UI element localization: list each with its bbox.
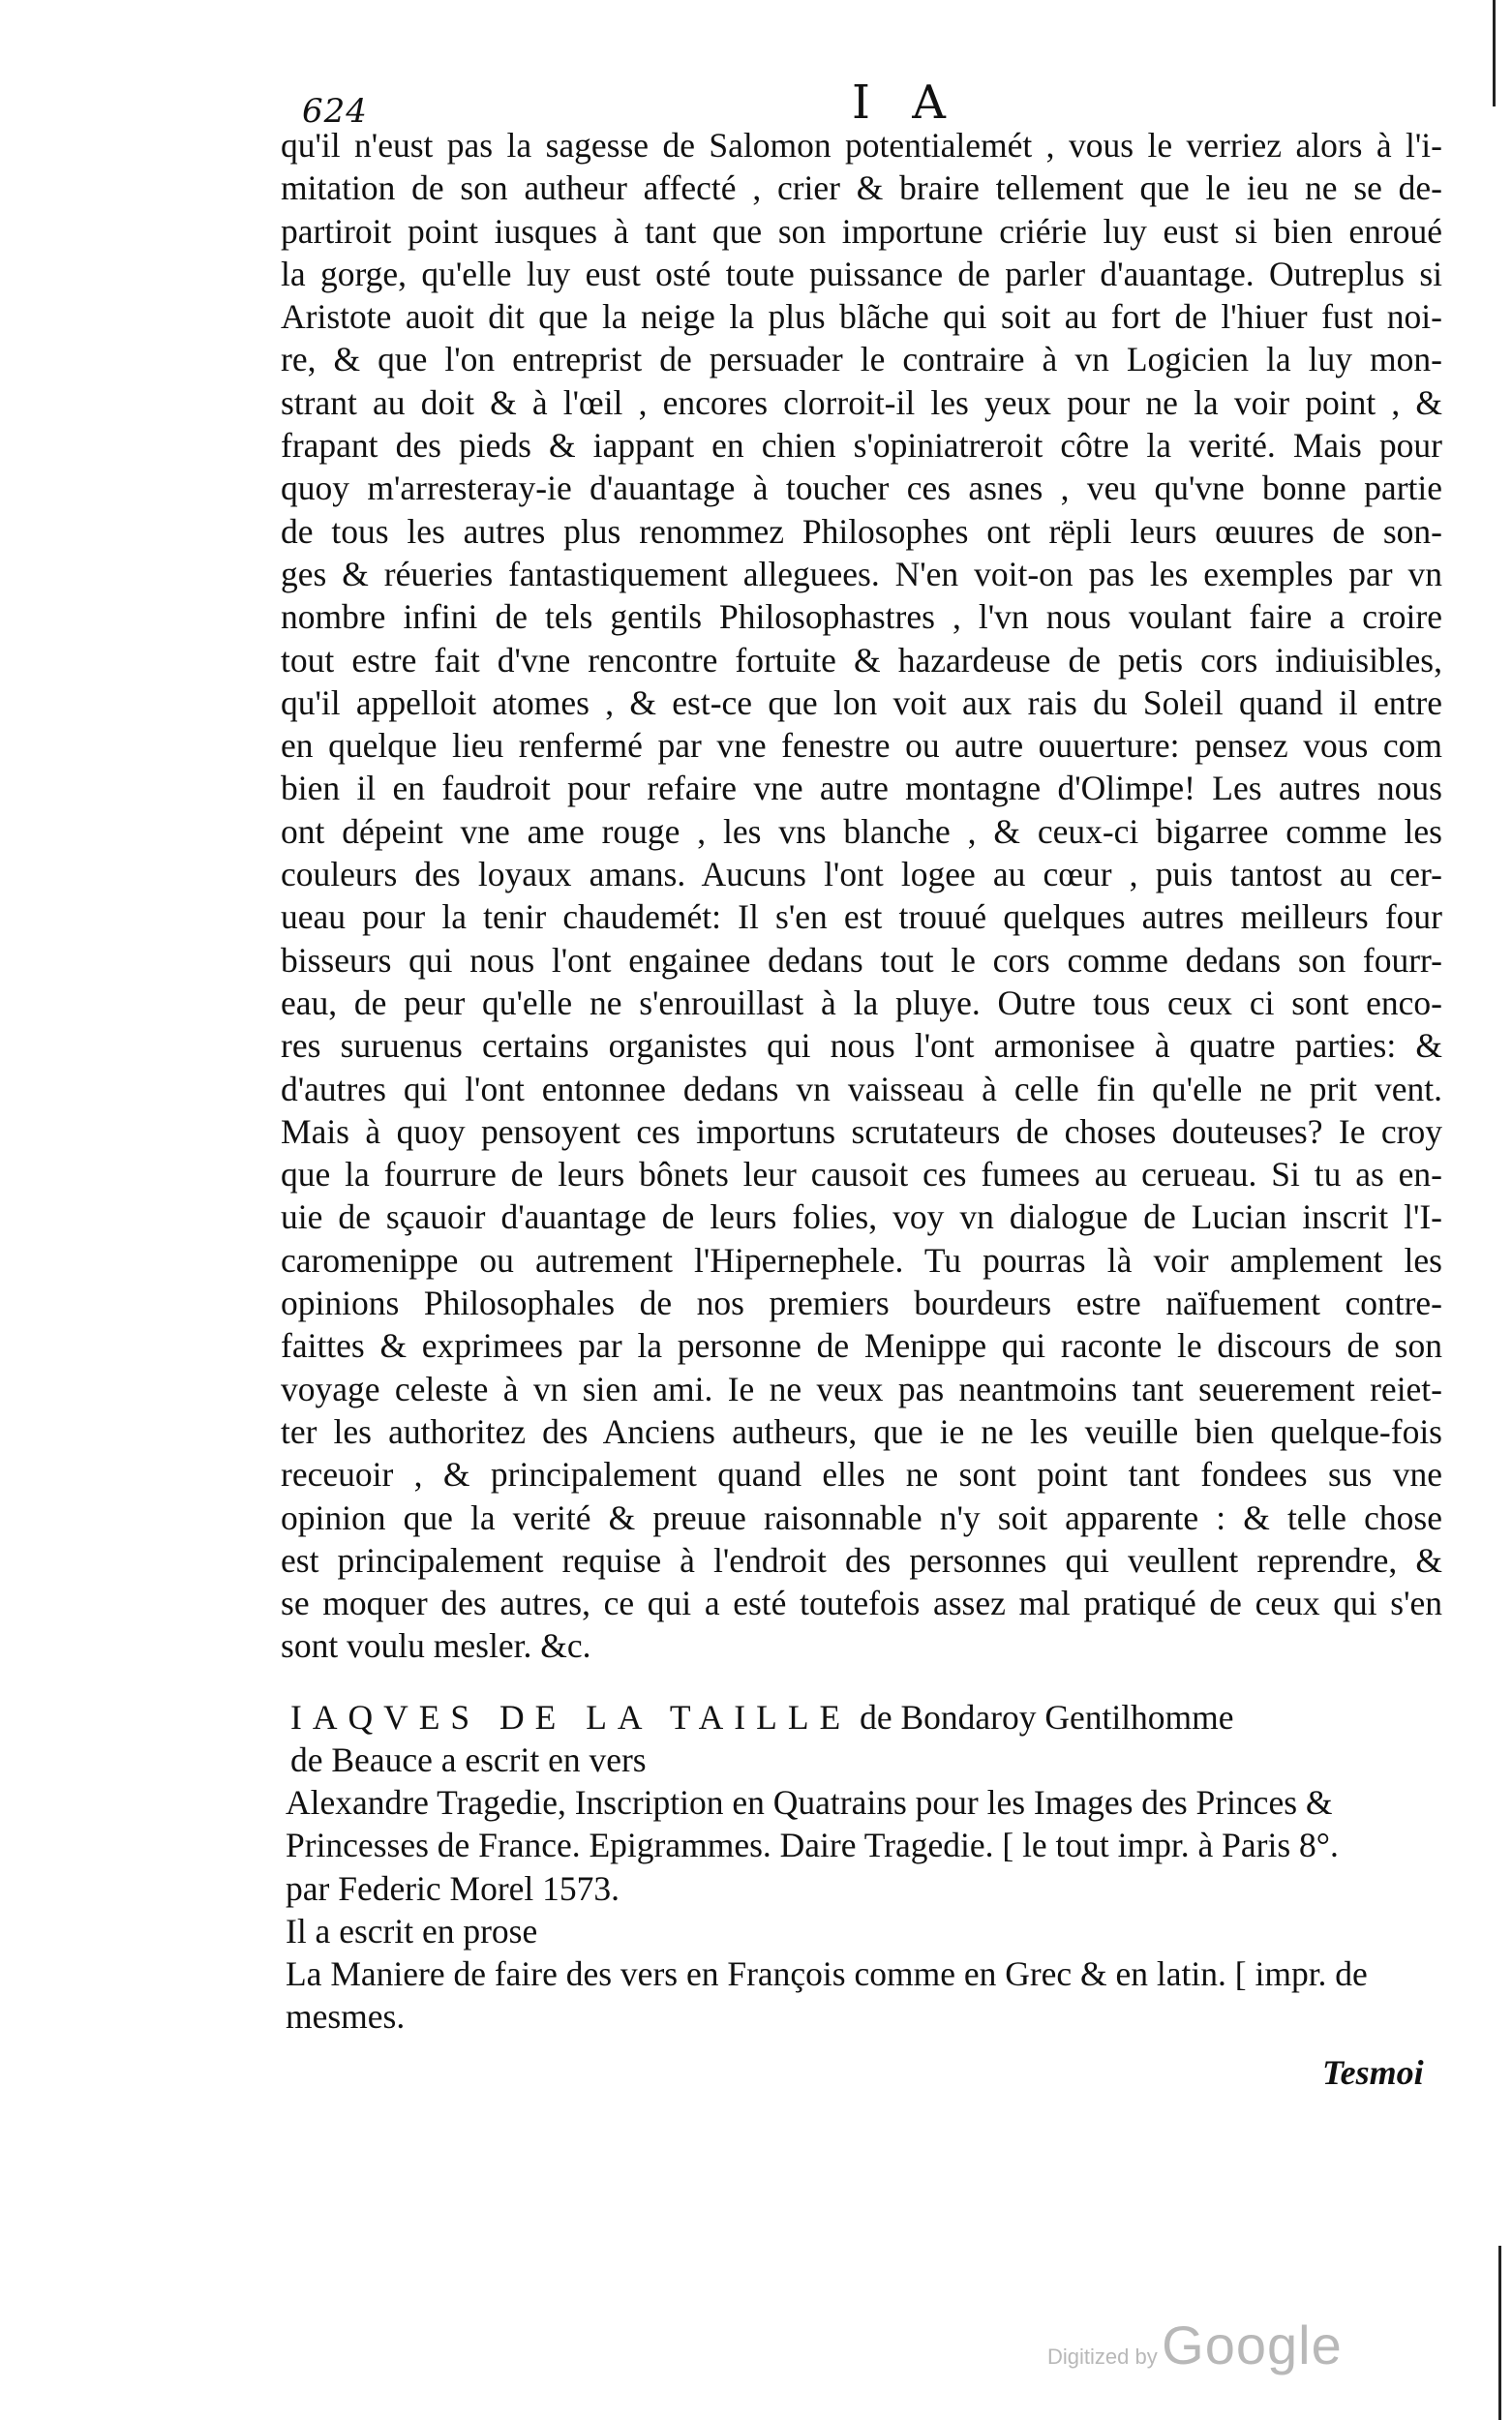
text-line: sont voulu mesler. &c. bbox=[281, 1626, 591, 1666]
text-line: quoy m'arresteray-ie d'auantage à toucher ces asnes , veu qu'vne bonne partie bbox=[281, 469, 1442, 508]
text-line: faittes & exprimees par la personne de Menippe qui raconte le discours de son bbox=[281, 1326, 1442, 1366]
text-line: nombre infini de tels gentils Philosophastres , l'vn nous voulant faire a croire bbox=[281, 597, 1442, 637]
author-description: de Bondaroy Gentilhomme bbox=[860, 1698, 1234, 1737]
works-line: mesmes. bbox=[286, 1997, 406, 2037]
text-line: mitation de son autheur affecté , crier & braire tellement que le ieu ne se de- bbox=[281, 168, 1442, 208]
google-logo: Google bbox=[1162, 2314, 1343, 2375]
text-line: qu'il n'eust pas la sagesse de Salomon potentialemét , vous le verriez alors à l'i- bbox=[281, 126, 1442, 165]
author-name: IAQVES DE LA TAILLE bbox=[290, 1698, 852, 1737]
catchword: Tesmoi bbox=[1322, 2053, 1424, 2092]
author-entry-heading bbox=[290, 1696, 1442, 1782]
text-line: uie de sçauoir d'auantage de leurs folies, voy vn dialogue de Lucian inscrit l'I- bbox=[281, 1197, 1442, 1237]
works-list bbox=[286, 1781, 1442, 2039]
text-line: se moquer des autres, ce qui a esté toutefois assez mal pratiqué de ceux qui s'en bbox=[281, 1584, 1442, 1623]
text-line: re, & que l'on entreprist de persuader le contraire à vn Logicien la luy mon- bbox=[281, 340, 1442, 379]
watermark-prefix: Digitized by bbox=[1047, 2344, 1158, 2369]
works-line: Princesses de France. Epigrammes. Daire Tragedie. [ le tout impr. à Paris 8°. bbox=[286, 1826, 1339, 1865]
digitized-watermark bbox=[1047, 2314, 1343, 2376]
text-line: la gorge, qu'elle luy eust osté toute puissance de parler d'auantage. Outreplus si bbox=[281, 254, 1442, 293]
page-edge-shadow-bottom bbox=[1498, 2246, 1501, 2420]
text-line: strant au doit & à l'œil , encores clorroit-il les yeux pour ne la voir point , & bbox=[281, 382, 1442, 422]
text-line: frapant des pieds & iappant en chien s'opiniatreroit côtre la verité. Mais pour bbox=[281, 426, 1442, 466]
page-edge-shadow-top bbox=[1493, 0, 1496, 106]
author-entry-line: de Beauce a escrit en vers bbox=[290, 1740, 647, 1780]
text-line: receuoir , & principalement quand elles ne sont point tant fondees sus vne bbox=[281, 1455, 1442, 1495]
text-line: ges & réueries fantastiquement alleguees. N'en voit-on pas les exemples par vn bbox=[281, 554, 1442, 593]
text-line: est principalement requise à l'endroit des personnes qui veullent reprendre, & bbox=[281, 1540, 1442, 1580]
text-line: caromenippe ou autrement l'Hipernephele. Tu pourras là voir amplement les bbox=[281, 1240, 1442, 1280]
works-line: Il a escrit en prose bbox=[286, 1911, 538, 1951]
text-line: bisseurs qui nous l'ont engainee dedans tout le cors comme dedans son fourr- bbox=[281, 940, 1442, 980]
works-line: par Federic Morel 1573. bbox=[286, 1868, 620, 1908]
text-line: d'autres qui l'ont entonnee dedans vn vaisseau à celle fin qu'elle ne prit vent. bbox=[281, 1069, 1442, 1108]
text-line: ueau pour la tenir chaudemét: Il s'en est trouué quelques autres meilleurs four bbox=[281, 897, 1442, 937]
text-line: partiroit point iusques à tant que son importune criérie luy eust si bien enroué bbox=[281, 211, 1442, 251]
text-line: couleurs des loyaux amans. Aucuns l'ont logee au cœur , puis tantost au cer- bbox=[281, 855, 1442, 894]
text-line: opinion que la verité & preuue raisonnable n'y soit apparente : & telle chose bbox=[281, 1497, 1442, 1537]
works-line: La Maniere de faire des vers en François comme en Grec & en latin. [ impr. de bbox=[286, 1954, 1368, 1994]
text-line: que la fourrure de leurs bônets leur causoit ces fumees au cerueau. Si tu as en- bbox=[281, 1155, 1442, 1195]
text-line: ter les authoritez des Anciens autheurs, que ie ne les veuille bien quelque-fois bbox=[281, 1411, 1442, 1451]
author-entry-line bbox=[290, 1696, 1442, 1739]
text-line: qu'il appelloit atomes , & est-ce que lon voit aux rais du Soleil quand il entre bbox=[281, 682, 1442, 722]
text-line: voyage celeste à vn sien ami. Ie ne veux pas neantmoins tant seuerement reiet- bbox=[281, 1369, 1442, 1408]
text-line: de tous les autres plus renommez Philosophes ont rëpli leurs œuures de son- bbox=[281, 511, 1442, 551]
text-line: bien il en faudroit pour refaire vne autre montagne d'Olimpe! Les autres nous bbox=[281, 769, 1442, 808]
text-line: eau, de peur qu'elle ne s'enrouillast à la pluye. Outre tous ceux ci sont enco- bbox=[281, 983, 1442, 1022]
text-line: tout estre fait d'vne rencontre fortuite & hazardeuse de petis cors indiuisibles, bbox=[281, 640, 1442, 680]
text-line: en quelque lieu renfermé par vne fenestre ou autre ouuerture: pensez vous com bbox=[281, 726, 1442, 766]
text-line: Aristote auoit dit que la neige la plus blãche qui soit au fort de l'hiuer fust noi- bbox=[281, 297, 1442, 337]
text-line: opinions Philosophales de nos premiers bourdeurs estre naïfuement contre- bbox=[281, 1284, 1442, 1323]
works-line: Alexandre Tragedie, Inscription en Quatrains pour les Images des Princes & bbox=[286, 1783, 1333, 1822]
page-number: 624 bbox=[302, 92, 368, 131]
text-line: res suruenus certains organistes qui nous l'ont armonisee à quatre parties: & bbox=[281, 1026, 1442, 1066]
text-line: ont dépeint vne ame rouge , les vns blanche , & ceux-ci bigarree comme les bbox=[281, 811, 1442, 851]
body-text bbox=[281, 124, 1442, 1668]
text-line: Mais à quoy pensoyent ces importuns scrutateurs de choses douteuses? Ie croy bbox=[281, 1111, 1442, 1151]
running-head: I A bbox=[852, 76, 959, 130]
